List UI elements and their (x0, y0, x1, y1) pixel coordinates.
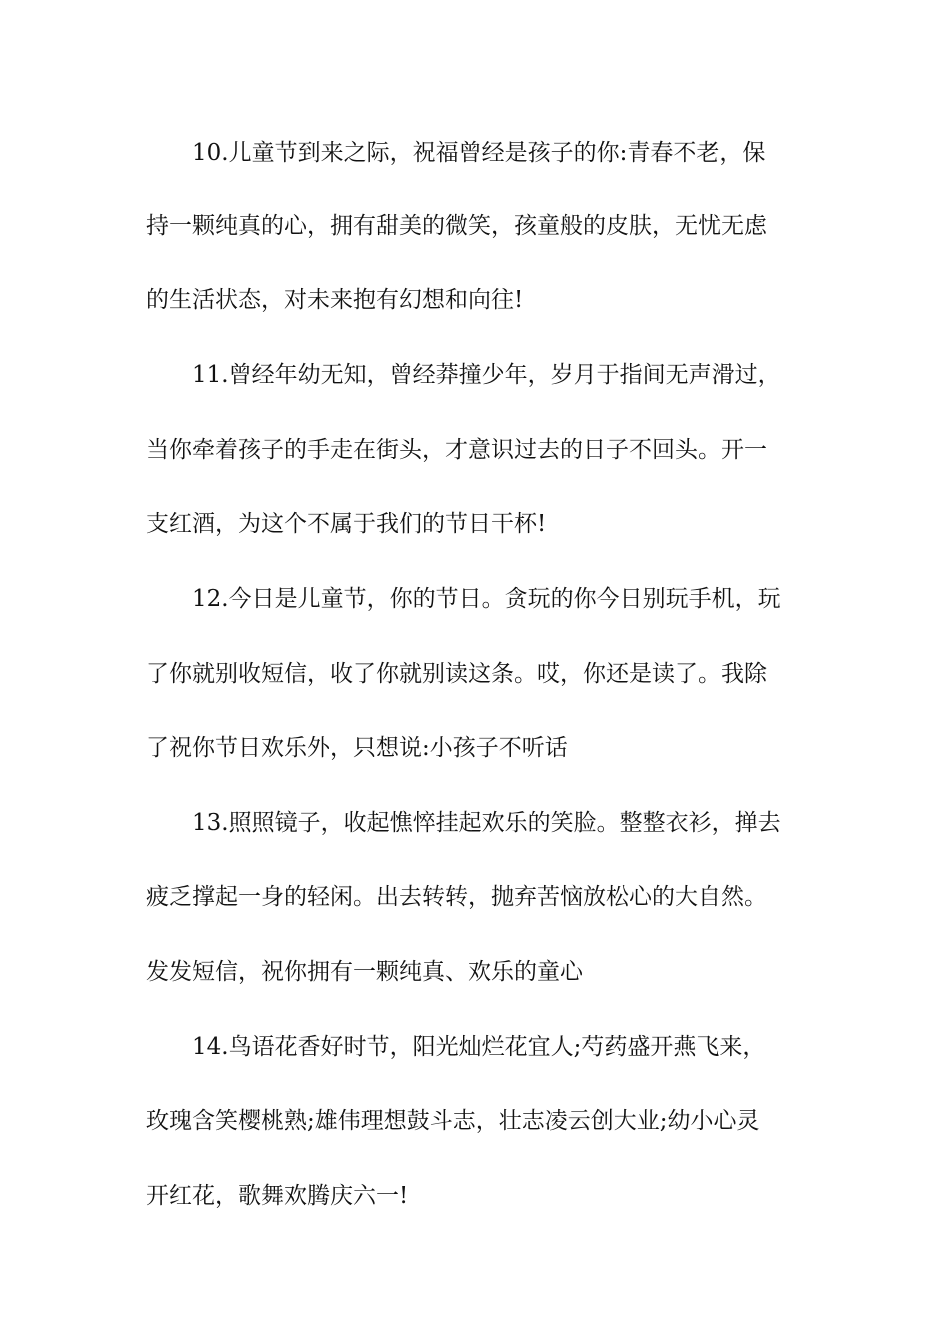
text-line: 当你牵着孩子的手走在街头，才意识过去的日子不回头。开一 (146, 437, 767, 463)
text-line: 玫瑰含笑樱桃熟;雄伟理想鼓斗志，壮志凌云创大业;幼小心灵 (146, 1108, 760, 1134)
text-line: 疲乏撑起一身的轻闲。出去转转，抛弃苦恼放松心的大自然。 (146, 884, 767, 910)
text-line: 10.儿童节到来之际，祝福曾经是孩子的你:青春不老，保 (192, 140, 766, 166)
text-line: 12.今日是儿童节，你的节日。贪玩的你今日别玩手机，玩 (192, 586, 781, 612)
text-line: 13.照照镜子，收起憔悴挂起欢乐的笑脸。整整衣衫，掸去 (192, 810, 781, 836)
text-line: 了祝你节日欢乐外，只想说:小孩子不听话 (146, 735, 568, 761)
text-line: 14.鸟语花香好时节，阳光灿烂花宜人;芍药盛开燕飞来， (192, 1034, 766, 1060)
text-line: 开红花，歌舞欢腾庆六一! (146, 1183, 409, 1209)
text-line: 的生活状态，对未来抱有幻想和向往! (146, 287, 524, 313)
text-line: 持一颗纯真的心，拥有甜美的微笑，孩童般的皮肤，无忧无虑 (146, 213, 767, 239)
text-line: 了你就别收短信，收了你就别读这条。哎，你还是读了。我除 (146, 661, 767, 687)
text-line: 发发短信，祝你拥有一颗纯真、欢乐的童心 (146, 959, 583, 985)
text-line: 11.曾经年幼无知，曾经莽撞少年，岁月于指间无声滑过， (192, 362, 781, 388)
text-line: 支红酒，为这个不属于我们的节日干杯! (146, 511, 547, 537)
